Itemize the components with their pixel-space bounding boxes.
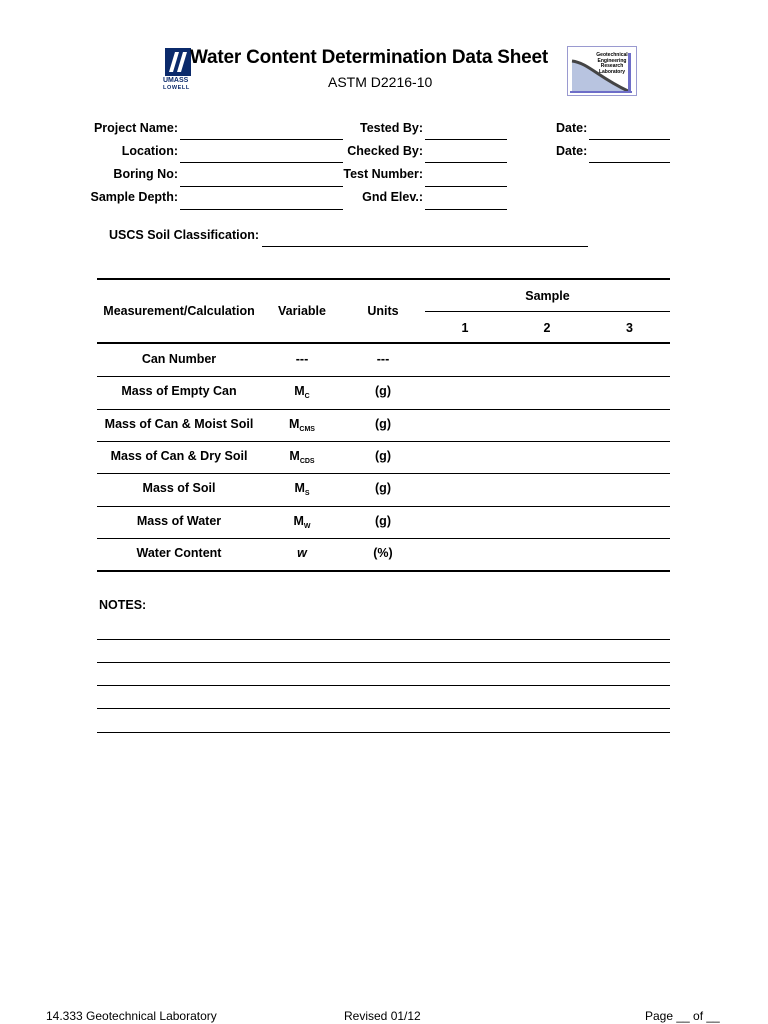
- checked-by-label: Checked By:: [347, 144, 423, 158]
- variable-symbol: M: [294, 384, 305, 399]
- variable-symbol: ---: [295, 352, 309, 366]
- logo-line-2: Engineering: [597, 57, 627, 64]
- boring-no-field[interactable]: [180, 186, 343, 187]
- col-header-sample: Sample: [525, 289, 570, 303]
- row-variable: [262, 546, 342, 560]
- checked-by-field[interactable]: [425, 162, 507, 163]
- gnd-elev-label: Gnd Elev.:: [362, 190, 423, 204]
- variable-subscript: CDS: [299, 457, 315, 465]
- notes-line[interactable]: [97, 732, 670, 733]
- page-subtitle: ASTM D2216-10: [328, 74, 433, 90]
- variable-symbol: M: [289, 448, 300, 463]
- footer-course: 14.333 Geotechnical Laboratory: [46, 1009, 217, 1023]
- notes-line[interactable]: [97, 708, 670, 709]
- sample-3-cell[interactable]: [589, 377, 670, 407]
- sample-2-cell[interactable]: [506, 410, 588, 440]
- tested-by-label: Tested By:: [360, 121, 423, 135]
- notes-label: NOTES:: [99, 598, 147, 612]
- geotech-lab-logo: [567, 46, 637, 96]
- footer-revised: Revised 01/12: [344, 1009, 421, 1023]
- row-variable: [262, 514, 342, 528]
- row-units: (g): [375, 384, 391, 399]
- logo-line-4: Laboratory: [598, 68, 626, 75]
- sample-depth-label: Sample Depth:: [90, 190, 178, 204]
- sample-2-cell[interactable]: [506, 377, 588, 407]
- sample-2-cell[interactable]: [506, 507, 588, 537]
- variable-subscript: W: [303, 522, 311, 530]
- logo-line-3: Research: [600, 63, 624, 69]
- row-measurement: Mass of Soil: [142, 481, 216, 496]
- notes-line[interactable]: [97, 662, 670, 663]
- variable-symbol: w: [297, 545, 307, 560]
- location-field[interactable]: [180, 162, 343, 163]
- row-variable: [262, 417, 342, 431]
- sample-3-cell[interactable]: [589, 539, 670, 569]
- col-header-variable: Variable: [278, 304, 326, 318]
- col-header-sample-3: 3: [626, 321, 633, 335]
- variable-symbol: M: [293, 513, 304, 528]
- variable-symbol: M: [294, 481, 305, 496]
- sample-1-cell[interactable]: [425, 410, 505, 440]
- row-variable: [262, 481, 342, 498]
- variable-subscript: CMS: [299, 425, 315, 433]
- page-title: Water Content Determination Data Sheet: [190, 47, 549, 68]
- sample-3-cell[interactable]: [589, 410, 670, 440]
- gnd-elev-field[interactable]: [425, 209, 507, 210]
- variable-subscript: S: [304, 490, 310, 498]
- row-measurement: Mass of Empty Can: [121, 384, 237, 399]
- date-tested-field[interactable]: [589, 139, 670, 140]
- row-units: (g): [375, 513, 391, 528]
- tested-by-field[interactable]: [425, 139, 507, 140]
- col-header-sample-2: 2: [543, 321, 551, 335]
- table-top-rule: [97, 278, 670, 280]
- row-measurement: Mass of Can & Dry Soil: [110, 448, 248, 463]
- date-checked-field[interactable]: [589, 162, 670, 163]
- logo-line-1: Geotechnical: [596, 52, 628, 58]
- row-variable: [262, 449, 342, 463]
- row-units: (g): [375, 448, 391, 463]
- row-units: (g): [375, 416, 391, 431]
- uscs-field[interactable]: [262, 246, 588, 247]
- sample-3-cell[interactable]: [589, 345, 670, 375]
- footer-page: Page __ of __: [645, 1009, 720, 1023]
- sample-2-cell[interactable]: [506, 474, 588, 504]
- row-measurement: Water Content: [136, 545, 222, 560]
- sample-1-cell[interactable]: [425, 474, 505, 504]
- variable-subscript: C: [304, 393, 310, 401]
- col-header-measurement: Measurement/Calculation: [103, 304, 255, 318]
- row-divider: [97, 570, 670, 572]
- project-name-field[interactable]: [180, 139, 343, 140]
- row-variable: [262, 352, 342, 366]
- notes-line[interactable]: [97, 639, 670, 640]
- project-name-label: Project Name:: [93, 121, 178, 135]
- uscs-label: USCS Soil Classification:: [109, 228, 260, 242]
- row-measurement: Can Number: [141, 352, 217, 366]
- col-header-units: Units: [367, 304, 399, 318]
- date-checked-label: Date:: [556, 144, 588, 158]
- sample-1-cell[interactable]: [425, 442, 505, 472]
- row-units: ---: [376, 352, 390, 366]
- sample-2-cell[interactable]: [506, 345, 588, 375]
- sample-1-cell[interactable]: [425, 377, 505, 407]
- sample-depth-field[interactable]: [180, 209, 343, 210]
- row-units: (%): [373, 545, 393, 560]
- lowell-logo-text: LOWELL: [163, 85, 190, 91]
- row-measurement: Mass of Water: [136, 513, 222, 528]
- header-bottom-rule: [97, 342, 670, 344]
- sample-3-cell[interactable]: [589, 507, 670, 537]
- row-units: (g): [375, 481, 391, 496]
- boring-no-label: Boring No:: [113, 167, 178, 181]
- row-variable: [262, 384, 342, 401]
- variable-symbol: M: [289, 416, 300, 431]
- sample-3-cell[interactable]: [589, 474, 670, 504]
- sample-header-rule: [425, 311, 670, 312]
- date-tested-label: Date:: [556, 121, 588, 135]
- sample-1-cell[interactable]: [425, 507, 505, 537]
- sample-1-cell[interactable]: [425, 539, 505, 569]
- row-measurement: Mass of Can & Moist Soil: [104, 416, 254, 431]
- sample-1-cell[interactable]: [425, 345, 505, 375]
- sample-3-cell[interactable]: [589, 442, 670, 472]
- sample-2-cell[interactable]: [506, 539, 588, 569]
- sample-2-cell[interactable]: [506, 442, 588, 472]
- location-label: Location:: [121, 144, 178, 158]
- col-header-sample-1: 1: [461, 321, 469, 335]
- test-number-label: Test Number:: [343, 167, 423, 181]
- notes-line[interactable]: [97, 685, 670, 686]
- umass-logo-text: UMASS: [163, 77, 189, 84]
- test-number-field[interactable]: [425, 186, 507, 187]
